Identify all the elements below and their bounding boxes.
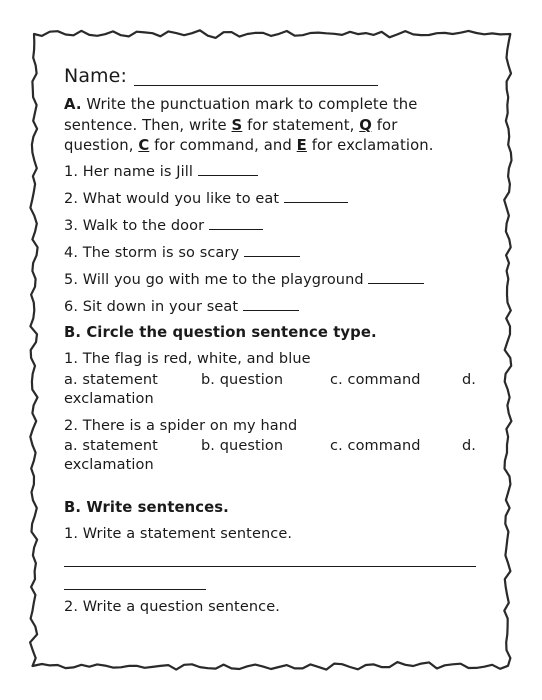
option-a[interactable]: a. statement: [64, 438, 158, 454]
item-text: 4. The storm is so scary: [64, 245, 240, 261]
section-a-instructions-line1: [64, 96, 417, 113]
option-d[interactable]: d.: [462, 438, 477, 454]
section-a-item: [64, 271, 424, 289]
option-a[interactable]: a. statement: [64, 372, 158, 388]
section-a-item: [64, 298, 299, 316]
item-text: 3. Walk to the door: [64, 218, 205, 234]
section-b-write-heading: B. Write sentences.: [64, 499, 229, 516]
section-a-instructions-line3: [64, 137, 434, 154]
section-a-line1-text: Write the punctuation mark to complete the: [86, 96, 418, 113]
item-text: 6. Sit down in your seat: [64, 299, 239, 315]
name-field-line[interactable]: [134, 85, 378, 86]
section-a-instructions-line2: [64, 117, 397, 134]
question-prompt: 2. There is a spider on my hand: [64, 418, 298, 434]
code-c: C: [138, 137, 150, 154]
section-a-item: [64, 163, 258, 181]
option-d[interactable]: d.: [462, 372, 477, 388]
item-text: 1. Her name is Jill: [64, 164, 194, 180]
instr-text: sentence. Then, write: [64, 117, 232, 134]
section-a-item: [64, 217, 263, 235]
instr-text: for: [371, 117, 398, 134]
answer-blank[interactable]: [198, 163, 258, 176]
instr-text: question,: [64, 137, 139, 154]
item-text: 2. What would you like to eat: [64, 191, 280, 207]
write-prompt: 1. Write a statement sentence.: [64, 526, 293, 542]
item-text: 5. Will you go with me to the playground: [64, 272, 364, 288]
answer-blank[interactable]: [284, 190, 348, 203]
section-b-circle-heading: B. Circle the question sentence type.: [64, 324, 377, 341]
instr-text: for command, and: [149, 137, 297, 154]
question-prompt: 1. The flag is red, white, and blue: [64, 351, 311, 367]
write-prompt: 2. Write a question sentence.: [64, 599, 280, 615]
writing-line[interactable]: [64, 589, 206, 590]
option-d-word[interactable]: exclamation: [64, 457, 154, 473]
code-q: Q: [359, 117, 372, 134]
instr-text: for statement,: [242, 117, 360, 134]
option-c[interactable]: c. command: [330, 372, 421, 388]
option-b[interactable]: b. question: [201, 438, 284, 454]
answer-blank[interactable]: [368, 271, 424, 284]
section-a-item: [64, 244, 300, 262]
writing-line[interactable]: [64, 566, 476, 567]
option-c[interactable]: c. command: [330, 438, 421, 454]
section-a-item: [64, 190, 348, 208]
answer-blank[interactable]: [209, 217, 263, 230]
answer-blank[interactable]: [243, 298, 299, 311]
code-s: S: [231, 117, 243, 134]
name-label: Name:: [64, 65, 127, 87]
section-a-letter: A.: [64, 96, 82, 113]
answer-blank[interactable]: [244, 244, 300, 257]
option-d-word[interactable]: exclamation: [64, 391, 154, 407]
instr-text: for exclamation.: [306, 137, 434, 154]
code-e: E: [296, 137, 307, 154]
option-b[interactable]: b. question: [201, 372, 284, 388]
